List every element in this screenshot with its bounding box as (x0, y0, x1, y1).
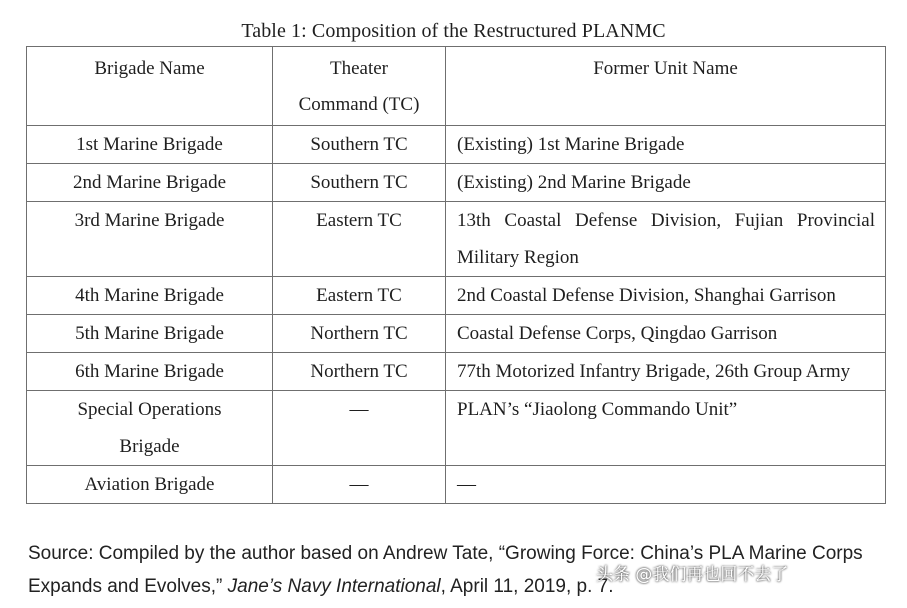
table-row (27, 164, 886, 202)
cell-former-unit: — (446, 466, 886, 504)
cell-brigade: 5th Marine Brigade (27, 315, 273, 353)
cell-former-unit: Coastal Defense Corps, Qingdao Garrison (446, 315, 886, 353)
cell-theater-command: — (273, 466, 446, 504)
source-journal: Jane’s Navy International (227, 576, 441, 597)
table-row (27, 202, 886, 277)
table-header-row (27, 47, 886, 126)
header-theater-command (273, 47, 446, 126)
table-row (27, 126, 886, 164)
source-suffix: , April 11, 2019, p. 7. (440, 576, 614, 597)
cell-former-unit: 13th Coastal Defense Division, Fujian Provincial Military Region (446, 202, 886, 277)
composition-table-container (26, 46, 886, 504)
table-caption: Table 1: Composition of the Restructured PLANMC (241, 20, 666, 42)
table-row (27, 466, 886, 504)
cell-theater-command: Eastern TC (273, 277, 446, 315)
cell-brigade: 3rd Marine Brigade (27, 202, 273, 277)
table-row (27, 315, 886, 353)
table-row (27, 353, 886, 391)
cell-brigade: Special Operations Brigade (27, 391, 273, 466)
cell-theater-command: — (273, 391, 446, 466)
cell-brigade: 4th Marine Brigade (27, 277, 273, 315)
cell-former-unit: 77th Motorized Infantry Brigade, 26th Group Army (446, 353, 886, 391)
cell-former-unit: 2nd Coastal Defense Division, Shanghai Garrison (446, 277, 886, 315)
header-brigade-name: Brigade Name (27, 47, 273, 126)
cell-former-unit: PLAN’s “Jiaolong Commando Unit” (446, 391, 886, 466)
composition-table (26, 46, 886, 504)
cell-former-unit: (Existing) 1st Marine Brigade (446, 126, 886, 164)
cell-theater-command: Southern TC (273, 126, 446, 164)
cell-theater-command: Northern TC (273, 315, 446, 353)
header-theater-line1: Theater (329, 58, 388, 79)
cell-theater-command: Southern TC (273, 164, 446, 202)
cell-theater-command: Eastern TC (273, 202, 446, 277)
cell-brigade: 6th Marine Brigade (27, 353, 273, 391)
table-row (27, 391, 886, 466)
cell-brigade: 1st Marine Brigade (27, 126, 273, 164)
watermark-text: 头条 @我们再也回不去了 (596, 565, 789, 585)
header-former-unit: Former Unit Name (446, 47, 886, 126)
table-row (27, 277, 886, 315)
source-prefix: Source: Compiled by the author based on Andrew Tate, “Growing Force: China’s PLA Marine Corps Expands and Evolves,” (28, 543, 863, 597)
header-theater-line2: Command (TC) (298, 94, 420, 115)
cell-theater-command: Northern TC (273, 353, 446, 391)
cell-brigade: 2nd Marine Brigade (27, 164, 273, 202)
cell-former-unit: (Existing) 2nd Marine Brigade (446, 164, 886, 202)
cell-brigade: Aviation Brigade (27, 466, 273, 504)
